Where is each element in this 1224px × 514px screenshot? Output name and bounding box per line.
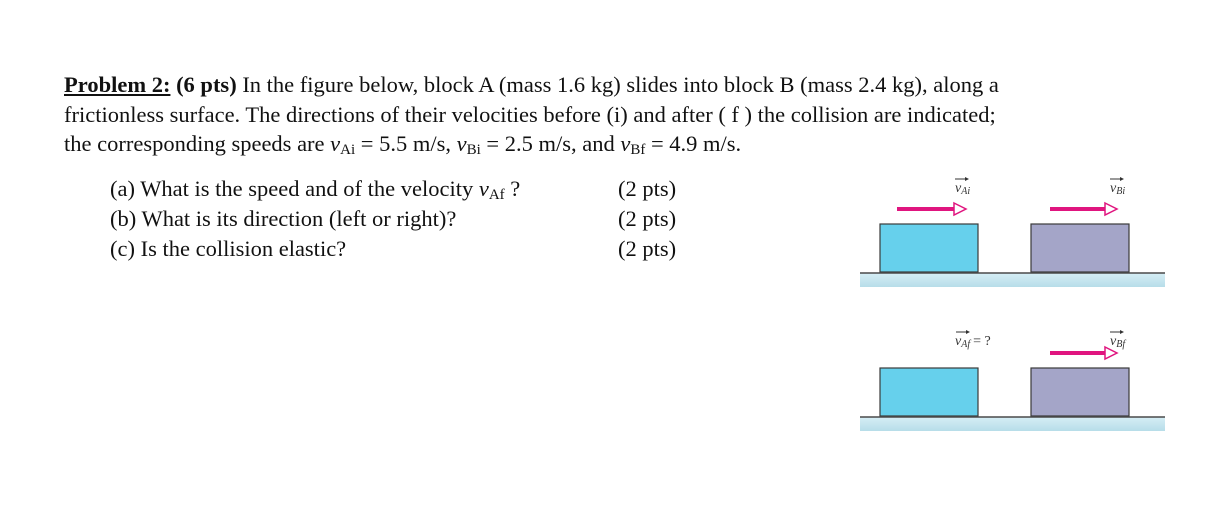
- statement-line-2: frictionless surface. The directions of their velocities before (i) and after ( f ) the collision are indicated;: [64, 101, 996, 127]
- block-b-after: [1031, 368, 1129, 416]
- block-a-before: [880, 224, 978, 272]
- statement-text-3: the corresponding speeds are: [64, 131, 325, 156]
- sub-ai: Ai: [340, 142, 356, 158]
- var-v: v: [620, 131, 631, 156]
- collision-figure: [855, 170, 1170, 442]
- question-a: [110, 174, 520, 204]
- vector-arrow-mark: [965, 177, 969, 181]
- surface-before: [860, 273, 1165, 287]
- vector-arrow-mark: [1120, 177, 1124, 181]
- block-b-before: [1031, 224, 1129, 272]
- var-v: v: [456, 131, 467, 156]
- label-v-af: vAf = ?: [955, 334, 991, 350]
- vbf-value: = 4.9 m/s.: [650, 131, 742, 156]
- sub-bi: Bi: [466, 142, 481, 158]
- problem-heading: Problem 2:: [64, 72, 171, 97]
- arrow-v-ai: [897, 203, 966, 215]
- problem-statement: [64, 70, 1174, 159]
- var-v: v: [478, 176, 489, 201]
- surface-after: [860, 417, 1165, 431]
- question-a-mark: ?: [510, 176, 521, 201]
- problem-points: (6 pts): [176, 72, 237, 97]
- question-c-points: (2 pts): [618, 236, 677, 261]
- vai-value: = 5.5 m/s,: [360, 131, 451, 156]
- before-panel: [860, 177, 1165, 287]
- question-c: (c) Is the collision elastic?: [110, 236, 347, 261]
- vector-arrow-mark: [966, 330, 970, 334]
- block-a-after: [880, 368, 978, 416]
- after-panel: [860, 330, 1165, 431]
- vector-arrow-mark: [1120, 330, 1124, 334]
- arrow-v-bf: [1050, 347, 1117, 359]
- sub-af: Af: [488, 187, 505, 203]
- vbi-value: = 2.5 m/s, and: [486, 131, 615, 156]
- statement-text-1: In the figure below, block A (mass 1.6 kg) slides into block B (mass 2.4 kg), along a: [242, 72, 999, 97]
- statement-line-1: [64, 70, 1174, 100]
- question-a-points: (2 pts): [618, 176, 677, 201]
- statement-line-3: [64, 129, 1174, 159]
- label-v-ai: vAi: [955, 181, 971, 197]
- question-b-points: (2 pts): [618, 206, 677, 231]
- sub-bf: Bf: [630, 142, 646, 158]
- question-b: (b) What is its direction (left or right)?: [110, 206, 457, 231]
- label-v-bi: vBi: [1110, 181, 1126, 197]
- arrow-v-bi: [1050, 203, 1117, 215]
- label-v-bf: vBf: [1110, 334, 1126, 350]
- var-v: v: [330, 131, 341, 156]
- question-a-text: (a) What is the speed and of the velocity: [110, 176, 474, 201]
